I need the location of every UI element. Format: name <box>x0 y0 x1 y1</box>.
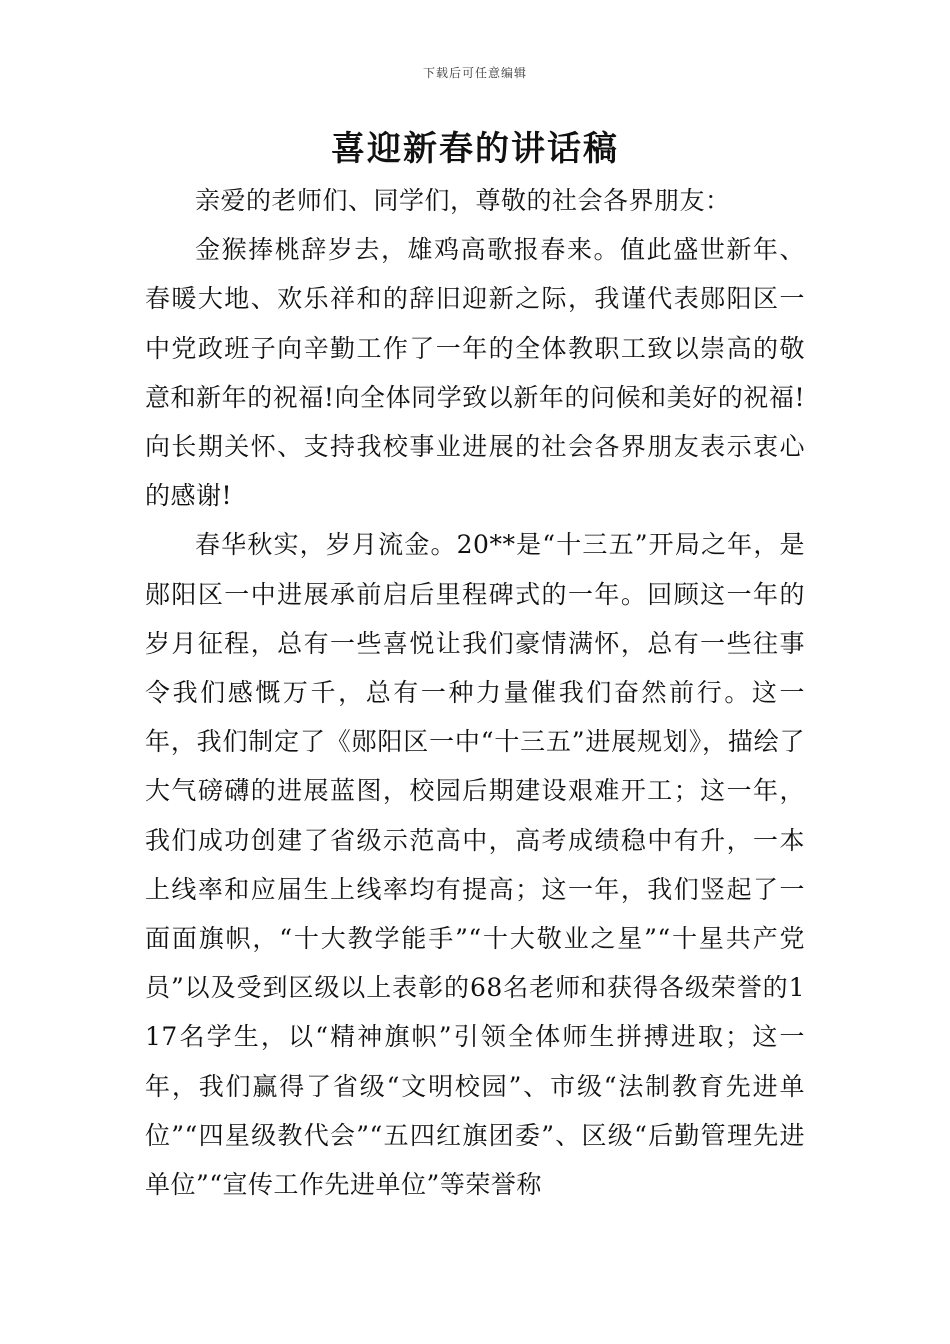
salutation-paragraph: 亲爱的老师们、同学们，尊敬的社会各界朋友： <box>195 186 731 215</box>
review-paragraph: 春华秋实，岁月流金。20**是“十三五”开局之年，是郧阳区一中进展承前启后里程碑式的一年。回顾这一年的岁月征程，总有一些喜悦让我们豪情满怀，总有一些往事令我们感慨万千，总有一种力量催我们奋然前行。这一年，我们制定了《郧阳区一中“十三五”进展规划》，描绘了大气磅礴的进展蓝图，校园后期建设艰难开工；这一年，我们成功创建了省级示范高中，高考成绩稳中有升，一本上线率和应届生上线率均有提高；这一年，我们竖起了一面面旗帜，“十大教学能手”“十大敬业之星”“十星共产党员”以及受到区级以上表彰的68名老师和获得各级荣誉的117名学生，以“精神旗帜”引领全体师生拼搏进取；这一年，我们赢得了省级“文明校园”、市级“法制教育先进单位”“四星级教代会”“五四红旗团委”、区级“后勤管理先进单位”“宣传工作先进单位”等荣誉称 <box>145 530 805 1200</box>
greeting-paragraph: 金猴捧桃辞岁去，雄鸡高歌报春来。值此盛世新年、春暖大地、欢乐祥和的辞旧迎新之际，我谨代表郧阳区一中党政班子向辛勤工作了一年的全体教职工致以崇高的敬意和新年的祝福!向全体同学致以新年的问候和美好的祝福!向长期关怀、支持我校事业进展的社会各界朋友表示衷心的感谢! <box>145 235 805 511</box>
document-title: 喜迎新春的讲话稿 <box>331 129 619 169</box>
document-body <box>145 176 805 1209</box>
header-note: 下载后可任意编辑 <box>422 66 527 80</box>
